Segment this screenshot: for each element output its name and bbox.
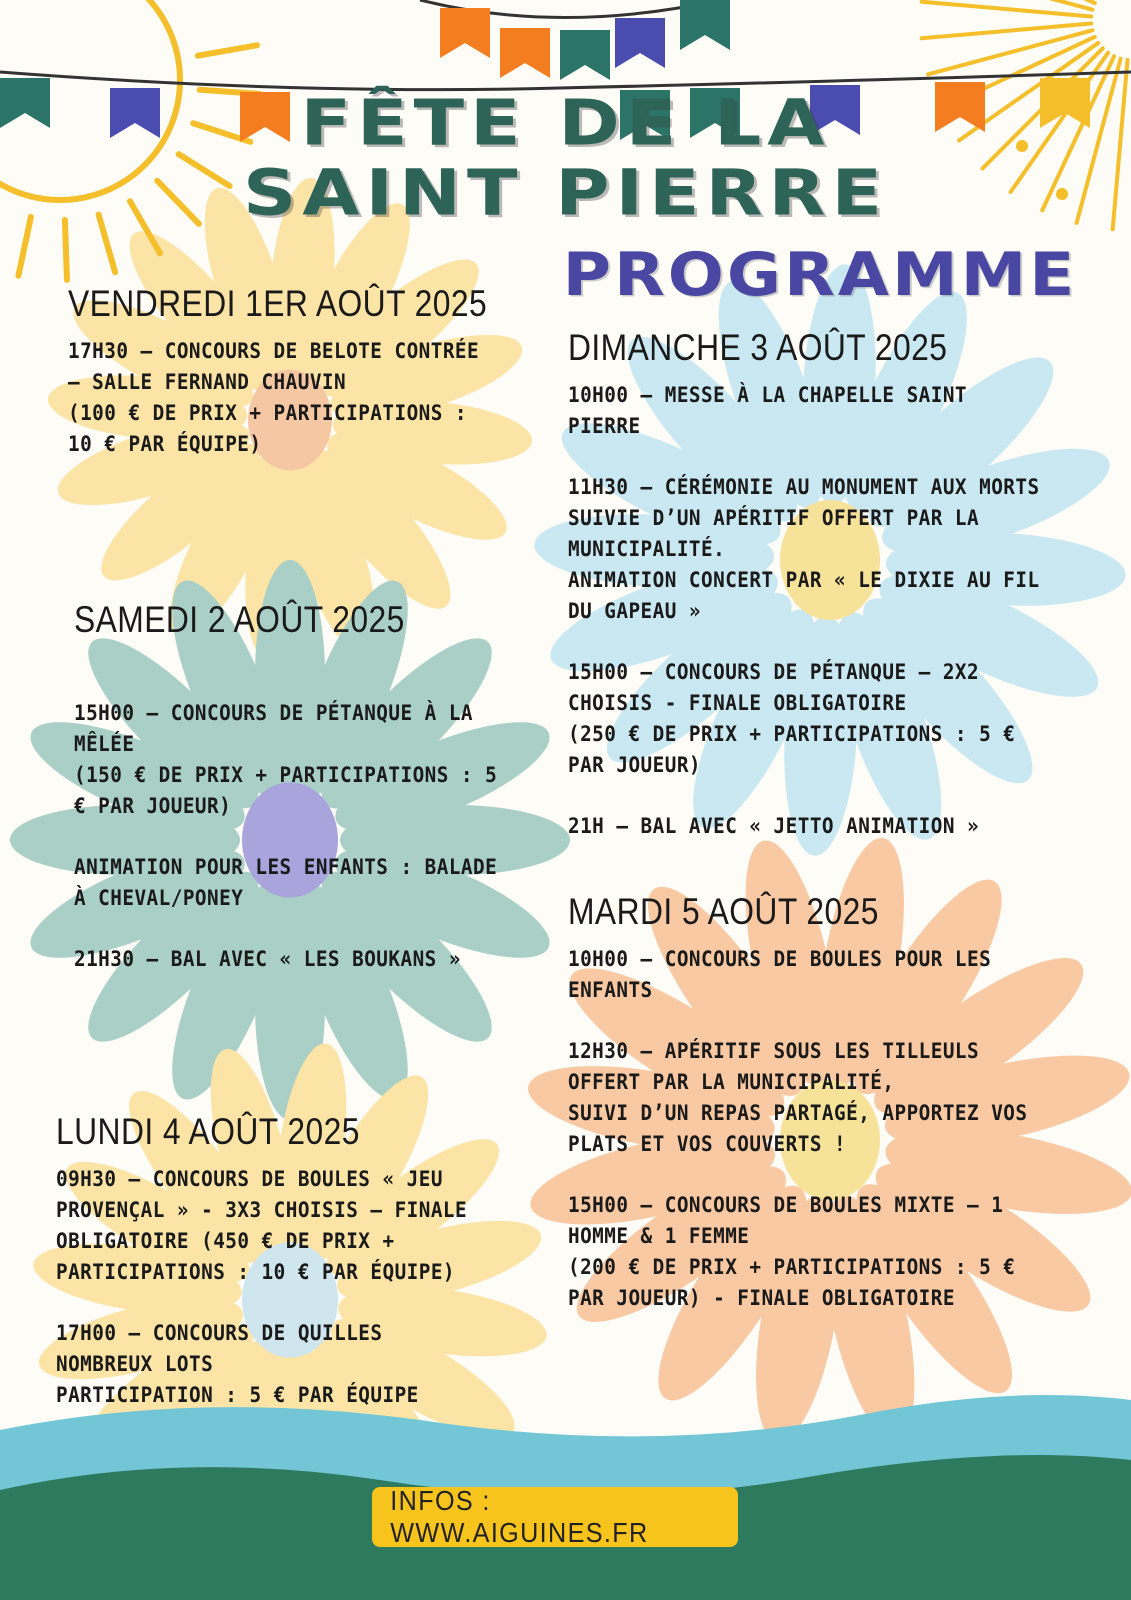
sun-ray: [198, 45, 257, 55]
day-friday: [68, 282, 538, 460]
event-item: 15H00 – CONCOURS DE PÉTANQUE – 2X2 CHOISIS - FINALE OBLIGATOIRE (250 € DE PRIX + PARTICIPATIONS : 5 € PAR JOUEUR): [568, 660, 1016, 777]
event-item: 15H00 – CONCOURS DE BOULES MIXTE – 1 HOMME & 1 FEMME (200 € DE PRIX + PARTICIPATIONS : 5 € PAR JOUEUR) - FINALE OBLIGATOIRE: [568, 1193, 1016, 1310]
bunting-flag: [500, 28, 550, 78]
infos-text: INFOS : WWW.AIGUINES.FR: [390, 1485, 649, 1548]
poster-title-line2: SAINT PIERRE: [242, 156, 889, 230]
event-item: 21H30 – BAL AVEC « LES BOUKANS »: [74, 947, 461, 971]
day-tuesday: [568, 890, 1088, 1314]
poster-title-line1: FÊTE DE LA: [300, 86, 831, 160]
event-item: 11H30 – CÉRÉMONIE AU MONUMENT AUX MORTS SUIVIE D’UN APÉRITIF OFFERT PAR LA MUNICIPALITÉ. ANIMATION CONCERT PAR « LE DIXIE AU FIL DU GAPEAU »: [568, 475, 1040, 623]
event-item: 09H30 – CONCOURS DE BOULES « JEU PROVENÇAL » - 3X3 CHOISIS – FINALE OBLIGATOIRE (450 € DE PRIX + PARTICIPATIONS : 10 € PAR ÉQUIPE): [56, 1167, 468, 1284]
bunting-flag: [680, 0, 730, 50]
event-item: 21H – BAL AVEC « JETTO ANIMATION »: [568, 814, 980, 838]
bunting-flag: [560, 30, 610, 80]
programme-heading: PROGRAMME: [562, 239, 1078, 310]
event-item: 15H00 – CONCOURS DE PÉTANQUE À LA MÊLÉE (150 € DE PRIX + PARTICIPATIONS : 5 € PAR JOUEUR): [74, 701, 498, 818]
event-item: 10H00 – CONCOURS DE BOULES POUR LES ENFANTS: [568, 947, 992, 1002]
day-saturday: [74, 598, 544, 975]
day-monday: [56, 1110, 556, 1411]
day-title: LUNDI 4 AOÛT 2025: [56, 1111, 360, 1152]
event-item: 10H00 – MESSE À LA CHAPELLE SAINT PIERRE: [568, 383, 968, 438]
infos-website-banner[interactable]: [372, 1487, 738, 1547]
day-title: DIMANCHE 3 AOÛT 2025: [568, 327, 948, 368]
day-title: MARDI 5 AOÛT 2025: [568, 891, 879, 932]
bunting-flag: [440, 8, 490, 58]
day-sunday: [568, 326, 1088, 842]
event-item: 17H00 – CONCOURS DE QUILLES NOMBREUX LOTS PARTICIPATION : 5 € PAR ÉQUIPE: [56, 1321, 419, 1407]
day-title: SAMEDI 2 AOÛT 2025: [74, 599, 405, 640]
event-item: 17H30 – CONCOURS DE BELOTE CONTRÉE – SALLE FERNAND CHAUVIN (100 € DE PRIX + PARTICIPATIONS : 10 € PAR ÉQUIPE): [68, 339, 480, 456]
event-item: ANIMATION POUR LES ENFANTS : BALADE À CHEVAL/PONEY: [74, 855, 498, 910]
bunting-flag: [615, 18, 665, 68]
event-item: 12H30 – APÉRITIF SOUS LES TILLEULS OFFERT PAR LA MUNICIPALITÉ, SUIVI D’UN REPAS PARTAGÉ, APPORTEZ VOS PLATS ET VOS COUVERTS !: [568, 1039, 1028, 1156]
day-title: VENDREDI 1ER AOÛT 2025: [68, 283, 488, 324]
